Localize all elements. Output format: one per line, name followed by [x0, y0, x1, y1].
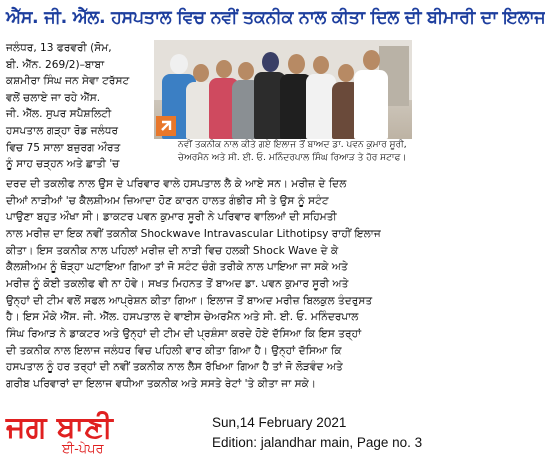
body-line: ਨਾਲ ਮਰੀਜ਼ ਦਾ ਇਕ ਨਵੀਂ ਤਕਨੀਕ Shockwave Intravascular Lithotipsy ਰਾਹੀਂ ਇਲਾਜ: [6, 227, 381, 240]
jagbani-logo: ਜਗ ਬਾਣੀ: [6, 410, 113, 445]
photo-caption: [178, 139, 412, 164]
body-line: ਗਰੀਬ ਪਰਿਵਾਰਾਂ ਦਾ ਇਲਾਜ ਵਧੀਆ ਤਕਨੀਕ ਅਤੇ ਸਸਤੇ ਰੇਟਾਂ 'ਤੇ ਕੀਤਾ ਜਾ ਸਕੇ।: [6, 377, 317, 390]
body-line: ਮਰੀਜ਼ ਨੂੰ ਕੋਈ ਤਕਲੀਫ ਵੀ ਨਾ ਹੋਵੇ। ਸਖਤ ਮਿਹਨਤ ਤੋਂ ਬਾਅਦ ਡਾ. ਪਵਨ ਕੁਮਾਰ ਸੂਰੀ ਅਤੇ: [6, 277, 349, 290]
intro-line: ਨੂੰ ਸਾਹ ਚੜ੍ਹਨ ਅਤੇ ਛਾਤੀ 'ਚ: [6, 158, 120, 171]
news-photo: [154, 40, 412, 139]
body-line: ਹੈ। ਇਸ ਮੌਕੇ ਐੱਸ. ਜੀ. ਐੱਲ. ਹਸਪਤਾਲ ਦੇ ਵਾਈਸ ਚੇਅਰਮੈਨ ਅਤੇ ਸੀ. ਈ. ਓ. ਮਨਿੰਦਰਪਾਲ: [6, 311, 359, 324]
intro-line: ਵਲੋਂ ਚਲਾਏ ਜਾ ਰਹੇ ਐੱਸ.: [6, 91, 101, 104]
publication-date: Sun,14 February 2021: [212, 415, 347, 430]
body-line: ਉਨ੍ਹਾਂ ਦੀ ਟੀਮ ਵਲੋਂ ਸਫਲ ਆਪ੍ਰੇਸ਼ਨ ਕੀਤਾ ਗਿਆ। ਇਲਾਜ ਤੋਂ ਬਾਅਦ ਮਰੀਜ਼ ਬਿਲਕੁਲ ਤੰਦਰੁਸਤ: [6, 294, 373, 307]
article-headline: ਐੱਸ. ਜੀ. ਐੱਲ. ਹਸਪਤਾਲ ਵਿਚ ਨਵੀਂ ਤਕਨੀਕ ਨਾਲ ਕੀਤਾ ਦਿਲ ਦੀ ਬੀਮਾਰੀ ਦਾ ਇਲਾਜ: [6, 8, 545, 28]
caption-line: ਨਵੀਂ ਤਕਨੀਕ ਨਾਲ ਕੀਤੇ ਗਏ ਇਲਾਜ ਤੋਂ ਬਾਅਦ ਡਾ. ਪਵਨ ਕੁਮਾਰ ਸੂਰੀ,: [178, 140, 407, 150]
body-line: ਕੀਤਾ। ਇਸ ਤਕਨੀਕ ਨਾਲ ਪਹਿਲਾਂ ਮਰੀਜ਼ ਦੀ ਨਾੜੀ ਵਿਚ ਹਲਕੀ Shock Wave ਦੇ ਕੇ: [6, 244, 339, 257]
intro-line: ਕਸ਼ਮੀਰਾ ਸਿੰਘ ਜਨ ਸੇਵਾ ਟਰੱਸਟ: [6, 75, 130, 88]
body-line: ਦੀਆਂ ਨਾੜੀਆਂ 'ਚ ਕੈਲਸ਼ੀਅਮ ਜ਼ਿਆਦਾ ਹੋਣ ਕਾਰਨ ਹਾਲਤ ਗੰਭੀਰ ਸੀ ਤੇ ਉਸ ਨੂੰ ਸਟੰਟ: [6, 194, 329, 207]
intro-line: ਜੀ. ਐੱਲ. ਸੁਪਰ ਸਪੈਸ਼ਲਿਟੀ: [6, 108, 112, 121]
photo-person: [354, 50, 388, 139]
intro-line: ਹਸਪਤਾਲ ਗੜ੍ਹਾ ਰੋਡ ਜਲੰਧਰ: [6, 124, 119, 137]
intro-line: ਜਲੰਧਰ, 13 ਫਰਵਰੀ (ਸੋਮ,: [6, 42, 112, 54]
body-line: ਪਾਉਣਾ ਬਹੁਤ ਔਖਾ ਸੀ। ਡਾਕਟਰ ਪਵਨ ਕੁਮਾਰ ਸੂਰੀ ਨੇ ਪਰਿਵਾਰ ਵਾਲਿਆਂ ਦੀ ਸਹਿਮਤੀ: [6, 211, 337, 224]
body-line: ਦਰਦ ਦੀ ਤਕਲੀਫ ਨਾਲ ਉਸ ਦੇ ਪਰਿਵਾਰ ਵਾਲੇ ਹਸਪਤਾਲ ਲੈ ਕੇ ਆਏ ਸਨ। ਮਰੀਜ਼ ਦੇ ਦਿਲ: [6, 178, 347, 190]
body-line: ਦੀ ਤਕਨੀਕ ਨਾਲ ਇਲਾਜ ਜਲੰਧਰ ਵਿਚ ਪਹਿਲੀ ਵਾਰ ਕੀਤਾ ਗਿਆ ਹੈ। ਉਨ੍ਹਾਂ ਦੱਸਿਆ ਕਿ: [6, 344, 342, 357]
epaper-label: ਈ-ਪੇਪਰ: [62, 442, 104, 457]
article-intro-column: [6, 40, 154, 173]
article-body: [6, 176, 411, 393]
epaper-footer: [0, 407, 423, 462]
caption-line: ਚੇਅਰਮੈਨ ਅਤੇ ਸੀ. ਈ. ਓ. ਮਨਿੰਦਰਪਾਲ ਸਿੰਘ ਰਿਆੜ ਤੇ ਹੋਰ ਸਟਾਫ।: [178, 152, 407, 163]
body-line: ਹਸਪਤਾਲ ਨੂੰ ਹਰ ਤਰ੍ਹਾਂ ਦੀ ਨਵੀਂ ਤਕਨੀਕ ਨਾਲ ਲੈਸ ਰੱਖਿਆ ਗਿਆ ਹੈ ਤਾਂ ਜੋ ਲੋੜਵੰਦ ਅਤੇ: [6, 361, 343, 374]
body-line: ਸਿੰਘ ਰਿਆੜ ਨੇ ਡਾਕਟਰ ਅਤੇ ਉਨ੍ਹਾਂ ਦੀ ਟੀਮ ਦੀ ਪ੍ਰਸ਼ੰਸਾ ਕਰਦੇ ਹੋਏ ਦੱਸਿਆ ਕਿ ਇਸ ਤਰ੍ਹਾਂ: [6, 327, 362, 340]
intro-line: ਵਿਚ 75 ਸਾਲਾ ਬਜ਼ੁਰਗ ਔਰਤ: [6, 141, 121, 154]
edition-info: Edition: jalandhar main, Page no. 3: [212, 435, 423, 450]
intro-line: ਬੀ. ਐੱਨ. 269/2)–ਬਾਬਾ: [6, 58, 105, 71]
body-line: ਕੈਲਸ਼ੀਅਮ ਨੂੰ ਥੋੜ੍ਹਾ ਘਟਾਇਆ ਗਿਆ ਤਾਂ ਜੋ ਸਟੰਟ ਚੰਗੇ ਤਰੀਕੇ ਨਾਲ ਪਾਇਆ ਜਾ ਸਕੇ ਅਤੇ: [6, 261, 348, 274]
arrow-marker-icon: [156, 116, 176, 136]
